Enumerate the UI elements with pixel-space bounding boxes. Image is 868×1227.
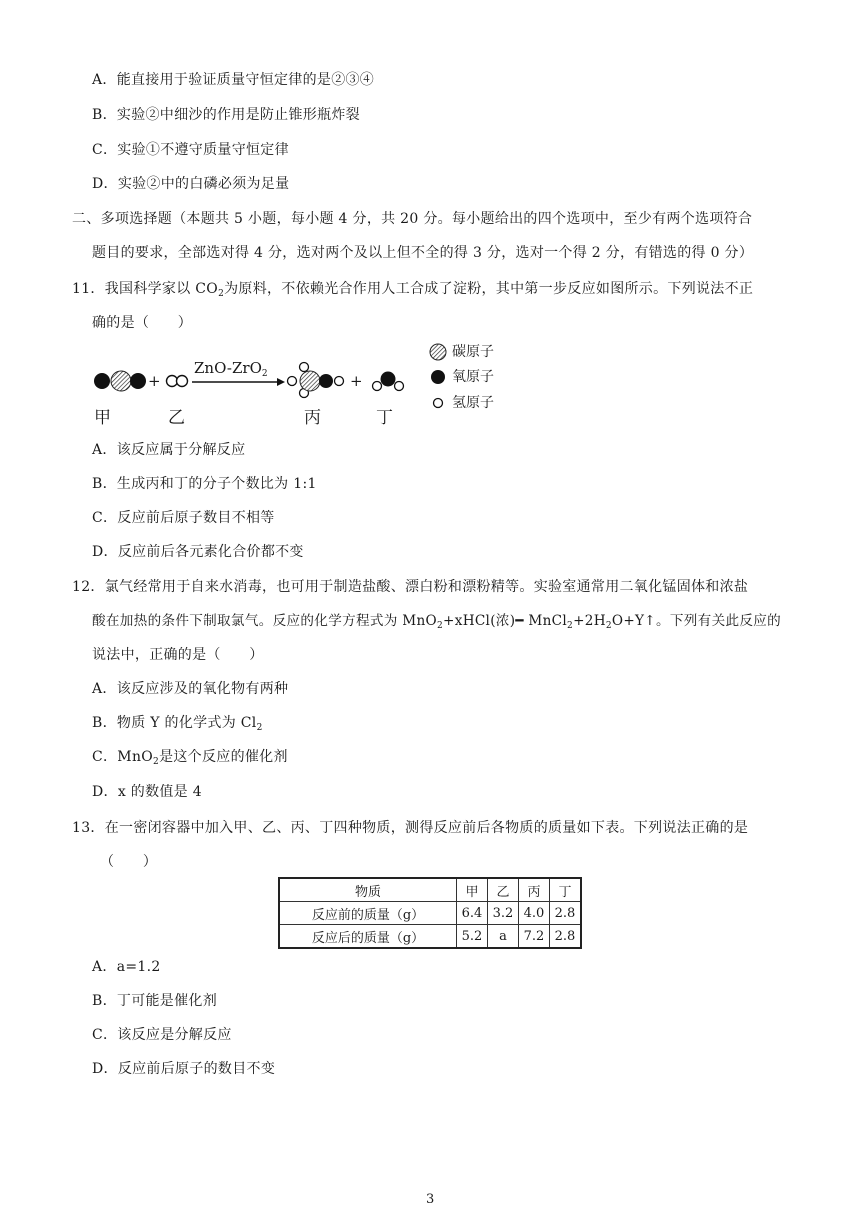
table-cell: 7.2 — [519, 925, 550, 949]
q10-option-a: A．能直接用于验证质量守恒定律的是②③④ — [92, 72, 375, 88]
table-header: 甲 — [457, 878, 488, 902]
table-header: 丁 — [550, 878, 582, 902]
table-cell: 2.8 — [550, 902, 582, 925]
table-header: 物质 — [279, 878, 457, 902]
q13-option-a: A．a=1.2 — [92, 959, 161, 975]
plus-sign: + — [148, 372, 161, 390]
q10-option-c: C．实验①不遵守质量守恒定律 — [92, 142, 289, 158]
plus-sign: + — [350, 372, 363, 390]
q11-option-c: C．反应前后原子数目不相等 — [92, 510, 275, 526]
q12-stem-equation: 酸在加热的条件下制取氯气。反应的化学方程式为 MnO$_2$+xHCl(浓)━ $MnCl_2+2H_2O+Y↑$。下列有关此反应的 — [92, 613, 782, 631]
q12-stem-cont: 说法中，正确的是（ ） — [92, 647, 264, 663]
legend-carbon-icon — [430, 344, 446, 360]
legend-oxygen-icon — [431, 370, 445, 384]
q13-option-c: C．该反应是分解反应 — [92, 1027, 232, 1043]
table-cell: 反应后的质量（g） — [279, 925, 457, 949]
label-yi: 乙 — [168, 408, 185, 428]
q11-stem-cont: 确的是（ ） — [92, 315, 193, 331]
catalyst-label: ZnO-ZrO$_2$ — [194, 359, 268, 379]
q12-option-a: A．该反应涉及的氧化物有两种 — [92, 681, 289, 697]
q13-option-d: D．反应前后原子的数目不变 — [92, 1061, 276, 1077]
legend-hydrogen-icon — [434, 399, 443, 408]
q10-option-b: B．实验②中细沙的作用是防止锥形瓶炸裂 — [92, 107, 360, 123]
label-bing: 丙 — [304, 408, 321, 428]
h2o-molecule — [373, 372, 404, 391]
table-header-row — [279, 878, 581, 902]
q12-option-c: C．MnO$_2$是这个反应的催化剂 — [92, 749, 288, 767]
table-row — [279, 902, 581, 925]
q13-stem-cont: （ ） — [100, 854, 158, 870]
table-cell: 反应前的质量（g） — [279, 902, 457, 925]
q12-stem: 12．氯气经常用于自来水消毒，也可用于制造盐酸、漂白粉和漂粉精等。实验室通常用二氧化锰固体和浓盐 — [72, 579, 749, 595]
q12-option-b: B．物质 Y 的化学式为 $Cl_2$ — [92, 715, 263, 733]
table-cell: 5.2 — [457, 925, 488, 949]
table-cell: 4.0 — [519, 902, 550, 925]
q12-option-d: D．x 的数值是 4 — [92, 784, 202, 800]
q13-option-b: B．丁可能是催化剂 — [92, 993, 217, 1009]
table-cell: a — [488, 925, 519, 949]
table-cell: 6.4 — [457, 902, 488, 925]
q10-option-d: D．实验②中的白磷必须为足量 — [92, 176, 290, 192]
q13-stem: 13．在一密闭容器中加入甲、乙、丙、丁四种物质，测得反应前后各物质的质量如下表。下列说法正确的是 — [72, 820, 749, 836]
label-jia: 甲 — [94, 408, 111, 428]
table-header: 乙 — [488, 878, 519, 902]
q11-option-a: A．该反应属于分解反应 — [92, 442, 246, 458]
table-cell: 2.8 — [550, 925, 582, 949]
section-heading-cont: 题目的要求，全部选对得 4 分，选对两个及以上但不全的得 3 分，选对一个得 2 分，有错选的得 0 分） — [92, 245, 754, 261]
co2-molecule — [94, 371, 146, 391]
legend-hydrogen-label: 氢原子 — [452, 395, 494, 411]
legend-oxygen-label: 氧原子 — [452, 369, 494, 385]
label-ding: 丁 — [376, 408, 393, 428]
q11-stem: 11．我国科学家以 $CO_2$为原料，不依赖光合作用人工合成了淀粉，其中第一步反应如图所示。下列说法不正 — [72, 281, 754, 299]
legend-carbon-label: 碳原子 — [452, 344, 494, 360]
ch3oh-molecule — [288, 363, 344, 398]
mass-table — [278, 877, 582, 949]
reaction-diagram — [92, 338, 512, 430]
h2-molecule — [167, 376, 188, 387]
table-row — [279, 925, 581, 949]
q11-option-b: B．生成丙和丁的分子个数比为 1:1 — [92, 476, 317, 492]
section-heading: 二、多项选择题（本题共 5 小题，每小题 4 分，共 20 分。每小题给出的四个选项中，至少有两个选项符合 — [72, 211, 753, 227]
page-number: 3 — [426, 1192, 435, 1207]
table-header: 丙 — [519, 878, 550, 902]
table-cell: 3.2 — [488, 902, 519, 925]
q11-option-d: D．反应前后各元素化合价都不变 — [92, 544, 304, 560]
